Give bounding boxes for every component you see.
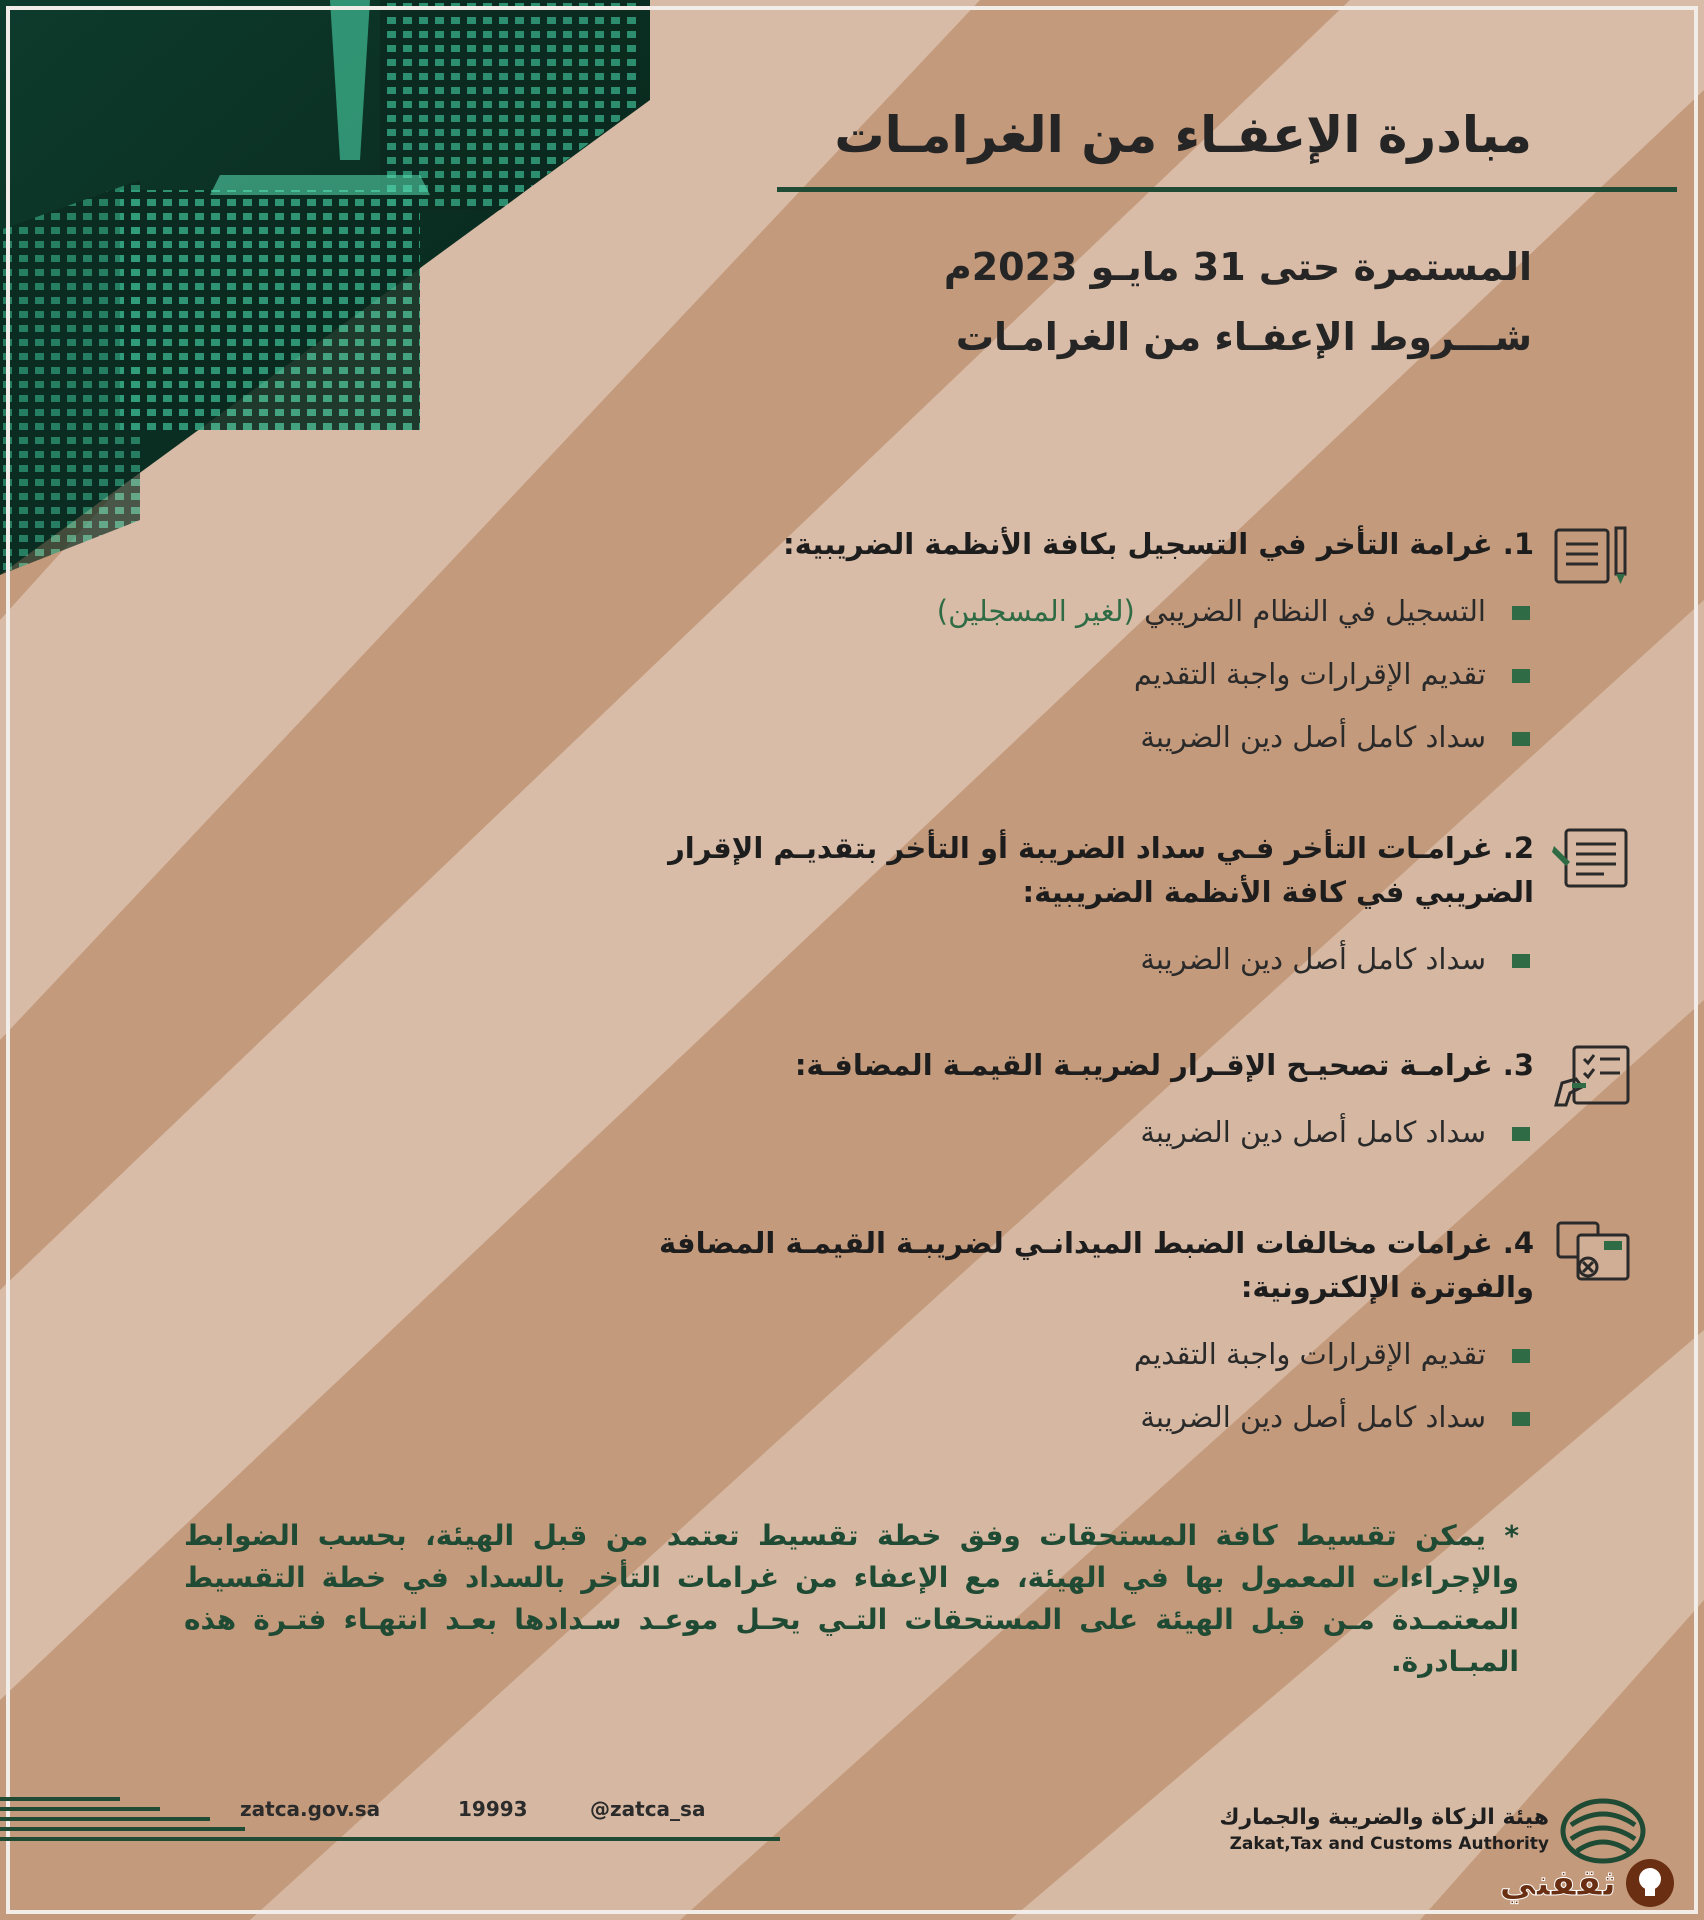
- initiative-deadline: المستمرة حتى 31 مايـو 2023م: [943, 245, 1532, 289]
- tax-invoice-icon: [1552, 1221, 1634, 1287]
- section-4: [634, 1221, 1534, 1449]
- section-2-title: 2. غرامـات التأخر فـي سداد الضريبة أو التأخر بتقديـم الإقرار الضريبي في كافة الأنظمة الضريبية:: [668, 831, 1534, 909]
- section-3-title: 3. غرامـة تصحيـح الإقـرار لضريبـة القيمـة المضافـة:: [794, 1048, 1534, 1082]
- header: [632, 95, 1532, 175]
- page-title: مبادرة الإعفـاء من الغرامـات: [834, 106, 1532, 164]
- section-2-list: [634, 928, 1534, 991]
- document-pencil-icon: [1552, 522, 1634, 588]
- installment-note: * يمكن تقسيط كافة المستحقات وفق خطة تقسيط تعتمد من قبل الهيئة، بحسب الضوابط والإجراءات المعمول بها في الهيئة، مع الإعفاء من غرامات التأخر بالسداد في خطة التقسيط المعتمـدة مـن قبل الهيئة على المستحقات التـي يحـل موعـد سـدادها بعـد انتهـاء فتـرة هذه المبـادرة.: [184, 1519, 1519, 1678]
- list-item: سداد كامل أصل دين الضريبة: [634, 706, 1534, 769]
- section-2: [634, 826, 1534, 991]
- section-1-list: [634, 580, 1534, 769]
- social-handle[interactable]: @zatca_sa: [590, 1797, 706, 1821]
- section-3-list: [634, 1101, 1534, 1164]
- phone-number: 19993: [458, 1797, 528, 1821]
- list-item: سداد كامل أصل دين الضريبة: [634, 928, 1534, 991]
- highlight-text: (لغير المسجلين): [936, 594, 1135, 628]
- lightbulb-icon: [1624, 1857, 1676, 1909]
- website-link[interactable]: zatca.gov.sa: [240, 1797, 381, 1821]
- title-divider: [777, 187, 1677, 192]
- document-lines-icon: [1552, 826, 1634, 892]
- checklist-hand-icon: [1552, 1043, 1634, 1109]
- authority-name: هيئة الزكاة والضريبة والجمارك Zakat,Tax and Customs Authority: [1219, 1805, 1549, 1854]
- section-4-title: 4. غرامات مخالفات الضبط الميدانـي لضريبـة القيمـة المضافة والفوترة الإلكترونية:: [659, 1226, 1534, 1304]
- section-4-list: [634, 1323, 1534, 1449]
- list-item: التسجيل في النظام الضريبي (لغير المسجلين): [634, 580, 1534, 643]
- list-item: سداد كامل أصل دين الضريبة: [634, 1101, 1534, 1164]
- list-item: تقديم الإقرارات واجبة التقديم: [634, 1323, 1534, 1386]
- section-1: [634, 522, 1534, 769]
- watermark-text: ثقفني: [1499, 1862, 1616, 1904]
- list-item: تقديم الإقرارات واجبة التقديم: [634, 643, 1534, 706]
- list-item: سداد كامل أصل دين الضريبة: [634, 1386, 1534, 1449]
- section-1-title: 1. غرامة التأخر في التسجيل بكافة الأنظمة الضريبية:: [783, 527, 1534, 561]
- conditions-heading: شـــروط الإعفـاء من الغرامـات: [955, 315, 1532, 359]
- watermark: [1500, 1853, 1676, 1913]
- section-3: [634, 1043, 1534, 1164]
- building-photo: [0, 0, 660, 580]
